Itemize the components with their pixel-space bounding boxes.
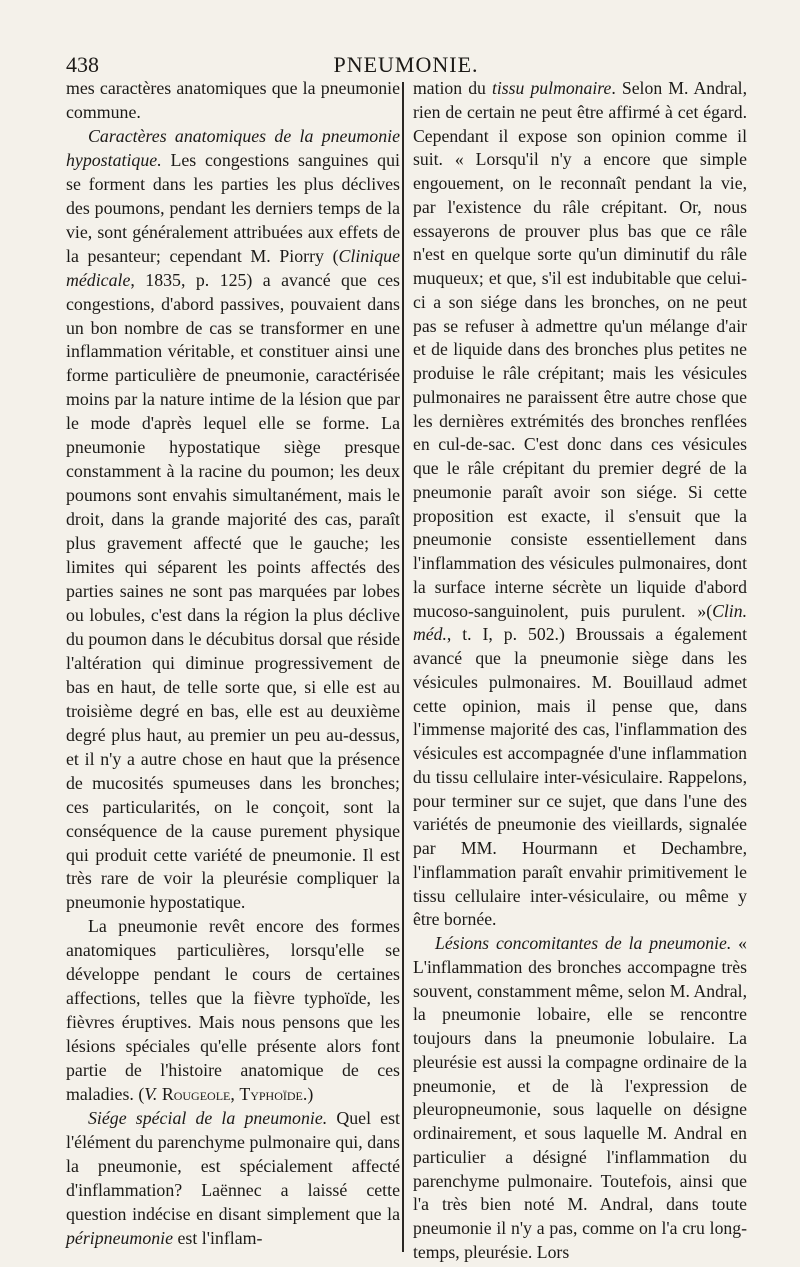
section-heading: Caractères anatomiques de la pneumonie hypostatique. (66, 125, 400, 170)
column-divider (402, 82, 404, 1252)
cross-reference: Typhoïde (239, 1084, 303, 1105)
paragraph: mes caractères anatomiques que la pneumonie commune. (66, 78, 400, 122)
page-header (66, 50, 746, 80)
citation: Clin. méd. (413, 600, 747, 645)
paragraph: Caractères anatomiques de la pneumonie hypostatique. Les congestions sanguines qui se forment dans les parties les plus déclives des poumons, pendant les derniers temps de la vie, sont généralement attribuées aux effets de la pesanteur; cependant M. Piorry (Clinique médicale, 1835, p. 125) a avancé que ces congestions, d'abord passives, pouvaient dans un bon nombre de cas se transformer en une inflammation véritable, et constituer ainsi une forme particulière de pneumonie, caractérisée moins par la nature intime de la lésion que par le mode d'après lequel elle se forme. La pneumonie hypostatique siège presque constamment à la racine du poumon; les deux poumons sont envahis simultanément, mais le droit, dans la grande majorité des cas, paraît plus gravement affecté que le gauche; les limites qui séparent les points affectés des parties saines ne sont pas marquées par lobes ou lobules, c'est dans la région la plus déclive du poumon dans le décubitus dorsal que réside l'altération qui diminue progressivement de bas en haut, de telle sorte que, si elle est au troisième degré en bas, elle est au deuxième degré plus haut, au premier un peu au-dessus, et il n'y a autre chose en haut que la présence de mucosités spumeuses dans les bronches; ces particularités, on le conçoit, sont la conséquence de la cause purement physique qui produit cette variété de pneumonie. Il est très rare de voir la pleurésie compliquer la pneumonie hypostatique. (66, 125, 400, 913)
paragraph: Siége spécial de la pneumonie. Quel est l'élément du parenchyme pulmonaire qui, dans la pneumonie, est spécialement affecté d'inflammation? Laënnec a laissé cette question indécise en disant simplement que la péripneumonie est l'inflam- (66, 1107, 400, 1248)
cross-reference: Rougeole (161, 1084, 231, 1105)
paragraph: mation du tissu pulmonaire. Selon M. Andral, rien de certain ne peut être affirmé à cet égard. Cependant il expose son opinion comme il suit. « Lorsqu'il n'y a encore que simple engouement, on le reconnaît pendant la vie, par l'existence du râle crépitant. Or, nous essayerons de prouver plus bas que ce râle n'est en quelque sorte qu'un diminutif du râle muqueux; et que, s'il est indubitable que celui-ci a son siége dans les bronches, on ne peut pas se refuser à admettre qu'un mélange d'air et de liquide dans des bronches plus petites ne produise le râle crépitant; mais les vésicules pulmonaires ne paraissent être autre chose que les dernières extrémités des bronches renflées en cul-de-sac. C'est donc dans ces vésicules que le râle crépitant du premier degré de la pneumonie paraît avoir son siége. Si cette proposition est exacte, il s'ensuit que la pneumonie consiste essentiellement dans l'inflammation des vésicules pulmonaires, dont la surface interne sécrète un liquide d'abord mucoso-sanguinolent, puis purulent. »(Clin. méd., t. I, p. 502.) Broussais a également avancé que la pneumonie siège dans les vésicules pulmonaires. M. Bouillaud admet cette opinion, mais il pense que, dans l'immense majorité des cas, l'inflammation des vésicules est accompagnée d'une inflammation du tissu cellulaire inter-vésiculaire. Rappelons, pour terminer sur ce sujet, que dans l'une des variétés de pneumonie des vieillards, signalée par MM. Hourmann et Dechambre, l'inflammation paraît envahir primitivement le tissu cellulaire inter-vésiculaire, ou même y être bornée. (413, 78, 748, 930)
section-heading: Lésions concomitantes de la pneumonie. (435, 933, 732, 953)
left-column (66, 77, 400, 1251)
term: tissu pulmonaire (491, 78, 612, 98)
right-column (413, 77, 747, 1265)
section-heading: Siége spécial de la pneumonie. (88, 1107, 328, 1128)
paragraph: La pneumonie revêt encore des formes anatomiques particulières, lorsqu'elle se développe pendant le cours de certaines affections, telles que la fièvre typhoïde, les fièvres éruptives. Mais nous pensons que les lésions spéciales qu'elle présente alors font partie de l'histoire anatomique de ces maladies. (V. Rougeole, Typhoïde.) (66, 916, 400, 1105)
page-number: 438 (66, 52, 99, 77)
running-title: PNEUMONIE. (333, 52, 479, 77)
citation: Clinique médicale (66, 245, 400, 290)
paragraph: Lésions concomitantes de la pneumonie. « L'inflammation des bronches accompagne très souvent, constamment même, selon M. Andral, la pneumonie lobaire, elle se rencontre toujours dans la pneumonie lobulaire. La pleurésie est aussi la compagne ordinaire de la pneumonie, et de là l'expression de pleuropneumonie, sous laquelle on désigne ordinairement, et sous laquelle M. Andral en particulier a désigné l'inflammation du parenchyme pulmonaire. Toutefois, ainsi que l'a très bien noté M. Andral, dans toute pneumonie il n'y a pas, comme on l'a cru long-temps, pleurésie. Lors (413, 933, 747, 1262)
term: péripneumonie (66, 1227, 174, 1248)
